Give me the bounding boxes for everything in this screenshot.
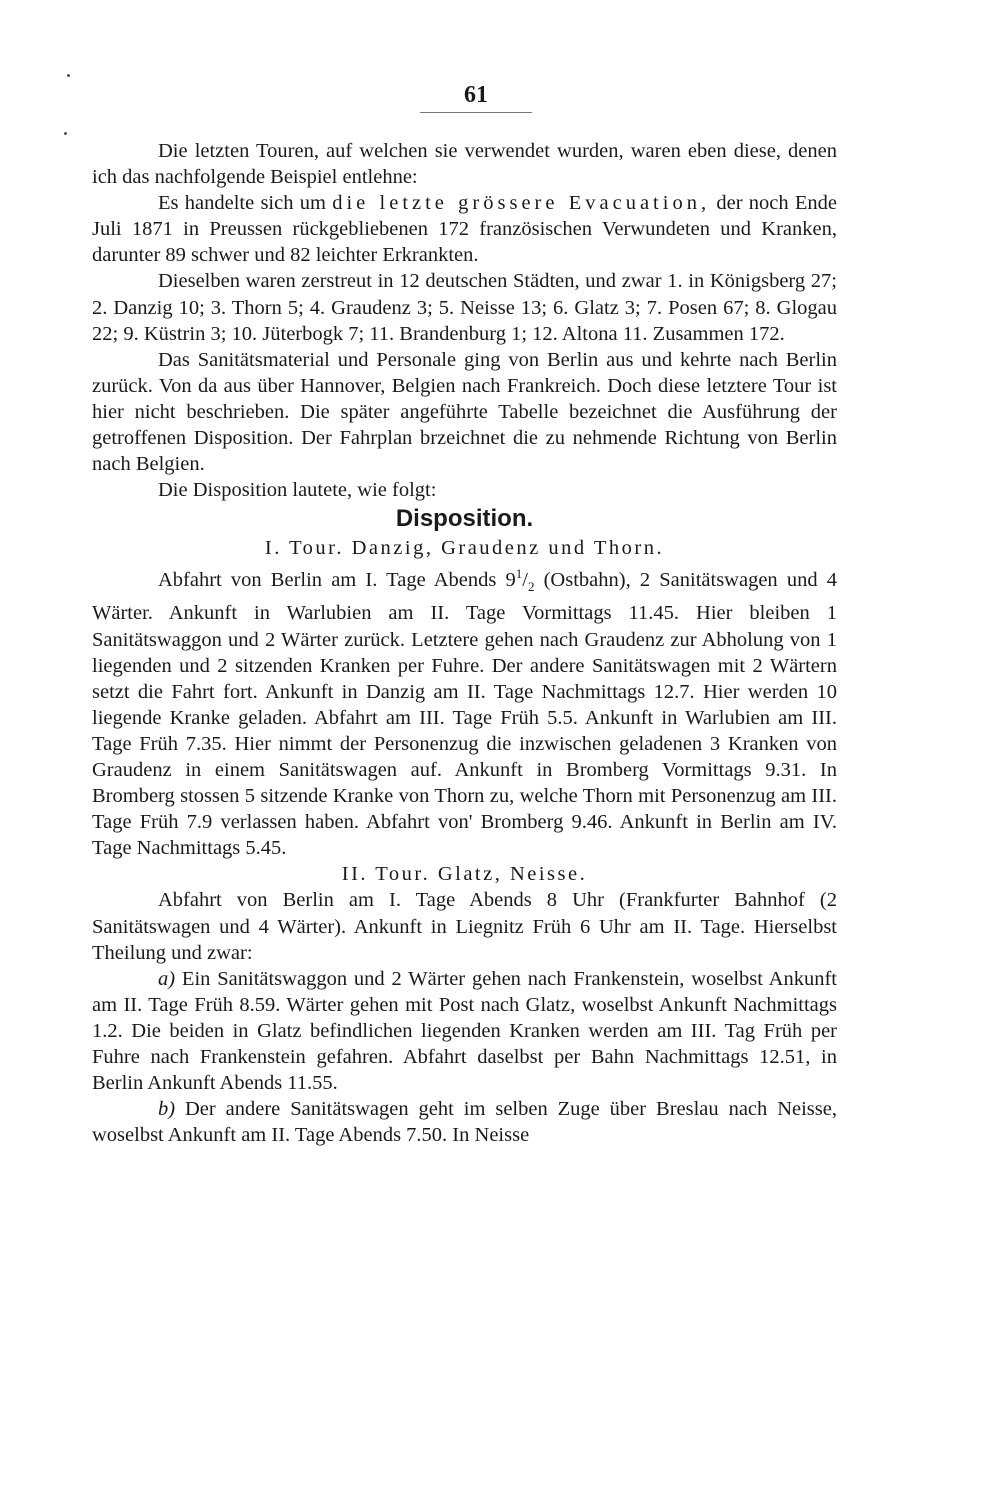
- fraction: $^1/_2$: [515, 566, 535, 595]
- page-header: [420, 82, 532, 111]
- paragraph-4: Das Sanitätsmaterial und Personale ging von Berlin aus und kehrte nach Berlin zurück. Von da aus über Hannover, Belgien nach Frankreich. Doch diese letztere Tour ist hier nicht beschrieben. Die später angeführte Tabelle bezeichnet die Ausführung der getroffenen Disposition. Der Fahrplan brzeichnet die zu nehmende Richtung von Berlin nach Belgien.: [92, 348, 837, 476]
- paragraph-2-emphasis: die letzte grössere Evacuation,: [332, 192, 711, 215]
- body-text: [92, 138, 837, 1148]
- page-number: 61: [464, 82, 488, 108]
- header-rule: [420, 112, 532, 113]
- paragraph-1: Die letzten Touren, auf welchen sie verwendet wurden, waren eben diese, denen ich das nachfolgende Beispiel entlehne:: [92, 140, 837, 189]
- paragraph-2: [92, 190, 837, 268]
- tour-2-title: II. Tour. Glatz, Neisse.: [341, 863, 588, 886]
- paragraph-3: Dieselben waren zerstreut in 12 deutschen Städten, und zwar 1. in Königsberg 27; 2. Danzig 10; 3. Thorn 5; 4. Graudenz 3; 5. Neisse 13; 6. Glatz 3; 7. Posen 67; 8. Glogau 22; 9. Küstrin 3; 10. Jüterbogk 7; 11. Brandenburg 1; 12. Altona 11. Zusammen 172.: [92, 270, 837, 345]
- tour-2-item-a: [92, 966, 837, 1096]
- paragraph-5: Die Disposition lautete, wie folgt:: [158, 479, 437, 502]
- item-b-text: Der andere Sanitätswagen geht im selben Zuge über Breslau nach Neisse, woselbst Ankunft am II. Tage Abends 7.50. In Neisse: [92, 1098, 837, 1147]
- item-a-text: Ein Sanitätswaggon und 2 Wärter gehen nach Frankenstein, woselbst Ankunft am II. Tage Früh 8.59. Wärter gehen mit Post nach Glatz, woselbst Ankunft Nachmittags 1.2. Die beiden in Glatz befindlichen liegenden Kranken werden am III. Tag Früh per Fuhre nach Frankenstein gefahren. Abfahrt daselbst per Bahn Nachmittags 12.51, in Berlin Ankunft Abends 11.55.: [92, 967, 837, 1095]
- item-b-label: b): [158, 1098, 176, 1121]
- tour-1-text-b: (Ostbahn), 2 Sanitätswagen und 4 Wärter. Ankunft in Warlubien am II. Tage Vormittags 11.45. Hier bleiben 1 Sanitätswaggon und 2 Wärter zurück. Letztere gehen nach Graudenz zur Abholung von 1 liegenden und 2 sitzenden Kranken per Fuhre. Der andere Sanitätswagen mit 2 Wärtern setzt die Fahrt fort. Ankunft in Danzig am II. Tage Nachmittags 12.7. Hier werden 10 liegende Kranke geladen. Abfahrt am III. Tage Früh 5.5. Ankunft in Warlubien am III. Tage Früh 7.35. Hier nimmt der Personenzug die inzwischen geladenen 3 Kranken von Graudenz in einem Sanitätswagen auf. Ankunft in Bromberg Vormittags 9.31. In Bromberg stossen 5 sitzende Kranke von Thorn zu, welche Thorn mit Personenzug am III. Tage Früh 7.9 verlassen haben. Abfahrt von' Bromberg 9.46. Ankunft in Berlin am IV. Tage Nachmittags 5.45.: [92, 569, 837, 860]
- paragraph-2-lead: Es handelte sich um: [158, 192, 326, 215]
- paragraph-2-rest: der noch Ende Juli 1871 in Preussen rückgebliebenen 172 französischen Verwundeten und Kranken, darunter 89 schwer und 82 leichter Erkrankten.: [92, 192, 838, 267]
- speck-mark: [64, 132, 67, 135]
- item-a-label: a): [158, 967, 176, 990]
- tour-1-text: [92, 561, 837, 861]
- fraction-numerator: 1: [515, 566, 523, 582]
- section-heading: Disposition.: [395, 505, 534, 533]
- tour-1-text-a: Abfahrt von Berlin am I. Tage Abends 9: [158, 569, 516, 592]
- fraction-denominator: 2: [527, 579, 535, 595]
- tour-2-item-b: [92, 1096, 837, 1148]
- tour-2-text: Abfahrt von Berlin am I. Tage Abends 8 Uhr (Frankfurter Bahnhof (2 Sanitätswagen und 4 Wärter). Ankunft in Liegnitz Früh 6 Uhr am II. Tage. Hierselbst Theilung und zwar:: [92, 889, 837, 964]
- speck-mark: [67, 74, 70, 77]
- tour-1-title: I. Tour. Danzig, Graudenz und Thorn.: [264, 537, 665, 560]
